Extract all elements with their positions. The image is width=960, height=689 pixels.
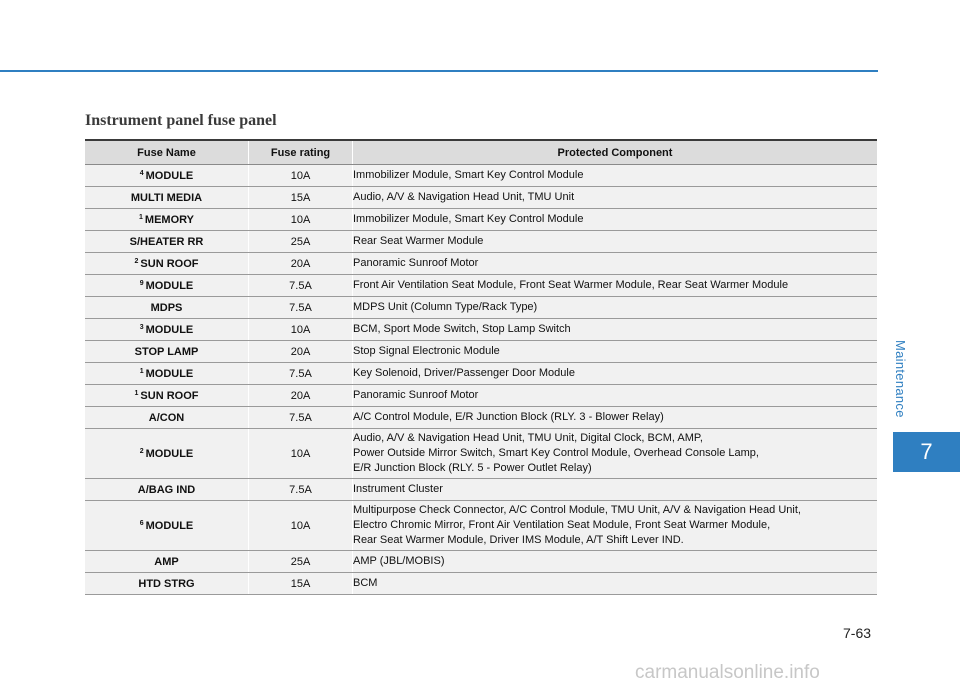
table-row bbox=[85, 363, 877, 385]
protected-component-cell bbox=[353, 231, 878, 253]
table-row bbox=[85, 297, 877, 319]
fuse-rating-cell: 15A bbox=[249, 573, 353, 595]
table-row bbox=[85, 573, 877, 595]
fuse-name-text: A/CON bbox=[148, 411, 185, 424]
component-line: Audio, A/V & Navigation Head Unit, TMU Unit, Digital Clock, BCM, AMP, bbox=[353, 432, 703, 444]
table-header-row bbox=[85, 140, 877, 165]
component-line: Multipurpose Check Connector, A/C Control Module, TMU Unit, A/V & Navigation Head Unit, bbox=[353, 504, 801, 516]
fuse-number-marker: 2 bbox=[139, 447, 144, 455]
component-line: Audio, A/V & Navigation Head Unit, TMU Unit bbox=[353, 191, 575, 203]
component-line: AMP (JBL/MOBIS) bbox=[353, 555, 445, 567]
fuse-table bbox=[85, 139, 877, 595]
watermark: carmanualsonline.info bbox=[635, 662, 820, 683]
fuse-name-cell bbox=[85, 385, 249, 407]
protected-component-cell bbox=[353, 165, 878, 187]
fuse-rating-cell: 15A bbox=[249, 187, 353, 209]
table-row bbox=[85, 253, 877, 275]
fuse-name-text: MULTI MEDIA bbox=[130, 191, 203, 204]
table-row bbox=[85, 231, 877, 253]
component-line: Immobilizer Module, Smart Key Control Module bbox=[353, 169, 584, 181]
protected-component-cell bbox=[353, 363, 878, 385]
fuse-name-cell bbox=[85, 363, 249, 385]
component-line: Panoramic Sunroof Motor bbox=[353, 389, 479, 401]
fuse-name-text: AMP bbox=[154, 555, 179, 568]
fuse-rating-cell: 7.5A bbox=[249, 297, 353, 319]
fuse-name-cell bbox=[85, 407, 249, 429]
fuse-number-marker: 1 bbox=[139, 213, 143, 221]
protected-component-cell bbox=[353, 551, 878, 573]
component-line: BCM, Sport Mode Switch, Stop Lamp Switch bbox=[353, 323, 571, 335]
fuse-rating-cell: 7.5A bbox=[249, 363, 353, 385]
section-title: Instrument panel fuse panel bbox=[85, 112, 277, 129]
fuse-name-text: MODULE bbox=[145, 519, 194, 532]
fuse-rating-cell: 10A bbox=[249, 209, 353, 231]
fuse-rating-cell: 10A bbox=[249, 165, 353, 187]
fuse-name-text: MODULE bbox=[145, 367, 194, 380]
fuse-name-cell bbox=[85, 341, 249, 363]
fuse-name-text: MODULE bbox=[145, 169, 194, 182]
fuse-number-marker: 4 bbox=[139, 169, 144, 177]
fuse-number-marker: 3 bbox=[139, 323, 144, 331]
protected-component-cell bbox=[353, 385, 878, 407]
component-line: Power Outside Mirror Switch, Smart Key Control Module, Overhead Console Lamp, bbox=[353, 447, 759, 459]
table-row bbox=[85, 429, 877, 479]
component-line: Front Air Ventilation Seat Module, Front Seat Warmer Module, Rear Seat Warmer Module bbox=[353, 279, 789, 291]
header-fuse-name: Fuse Name bbox=[85, 140, 249, 165]
fuse-number-marker: 2 bbox=[134, 257, 139, 265]
fuse-name-cell bbox=[85, 253, 249, 275]
protected-component-cell bbox=[353, 187, 878, 209]
table-row bbox=[85, 209, 877, 231]
protected-component-cell bbox=[353, 479, 878, 501]
fuse-name-text: SUN ROOF bbox=[140, 389, 199, 402]
fuse-name-text: S/HEATER RR bbox=[129, 235, 204, 248]
fuse-rating-cell: 10A bbox=[249, 501, 353, 551]
fuse-rating-cell: 7.5A bbox=[249, 275, 353, 297]
table-row bbox=[85, 319, 877, 341]
fuse-rating-cell: 25A bbox=[249, 551, 353, 573]
fuse-name-cell bbox=[85, 573, 249, 595]
fuse-number-marker: 1 bbox=[139, 367, 144, 375]
fuse-name-cell bbox=[85, 187, 249, 209]
fuse-name-cell bbox=[85, 501, 249, 551]
table-row bbox=[85, 385, 877, 407]
fuse-name-cell bbox=[85, 297, 249, 319]
component-line: Key Solenoid, Driver/Passenger Door Module bbox=[353, 367, 575, 379]
component-line: A/C Control Module, E/R Junction Block (RLY. 3 - Blower Relay) bbox=[353, 411, 664, 423]
fuse-number-marker: 1 bbox=[134, 389, 139, 397]
fuse-name-text: MODULE bbox=[145, 279, 194, 292]
component-line: Panoramic Sunroof Motor bbox=[353, 257, 479, 269]
fuse-rating-cell: 20A bbox=[249, 341, 353, 363]
component-line: Stop Signal Electronic Module bbox=[353, 345, 500, 357]
maintenance-section-label: Maintenance bbox=[893, 340, 908, 418]
table-row bbox=[85, 341, 877, 363]
fuse-number-marker: 6 bbox=[139, 519, 144, 527]
component-line: MDPS Unit (Column Type/Rack Type) bbox=[353, 301, 538, 313]
table-row bbox=[85, 407, 877, 429]
component-line: E/R Junction Block (RLY. 5 - Power Outlet Relay) bbox=[353, 462, 592, 474]
fuse-name-text: SUN ROOF bbox=[140, 257, 199, 270]
protected-component-cell bbox=[353, 209, 878, 231]
component-line: Immobilizer Module, Smart Key Control Module bbox=[353, 213, 584, 225]
component-line: Instrument Cluster bbox=[353, 483, 443, 495]
fuse-name-cell bbox=[85, 319, 249, 341]
fuse-name-text: STOP LAMP bbox=[134, 345, 199, 358]
table-row bbox=[85, 187, 877, 209]
table-row bbox=[85, 501, 877, 551]
page-number: 7-63 bbox=[843, 625, 872, 641]
fuse-table-body bbox=[85, 165, 877, 595]
fuse-number-marker: 9 bbox=[139, 279, 144, 287]
fuse-name-text: HTD STRG bbox=[138, 577, 195, 590]
fuse-name-cell bbox=[85, 479, 249, 501]
fuse-name-cell bbox=[85, 165, 249, 187]
header-protected-component: Protected Component bbox=[353, 140, 878, 165]
top-divider-line bbox=[0, 70, 878, 72]
fuse-name-cell bbox=[85, 551, 249, 573]
table-row bbox=[85, 479, 877, 501]
component-line: Rear Seat Warmer Module bbox=[353, 235, 484, 247]
fuse-name-text: MEMORY bbox=[144, 213, 194, 226]
component-line: Electro Chromic Mirror, Front Air Ventilation Seat Module, Front Seat Warmer Module, bbox=[353, 519, 771, 531]
fuse-rating-cell: 7.5A bbox=[249, 407, 353, 429]
protected-component-cell bbox=[353, 341, 878, 363]
fuse-name-text: MDPS bbox=[150, 301, 183, 314]
header-fuse-rating: Fuse rating bbox=[249, 140, 353, 165]
fuse-name-text: A/BAG IND bbox=[137, 483, 196, 496]
protected-component-cell bbox=[353, 501, 878, 551]
protected-component-cell bbox=[353, 407, 878, 429]
fuse-rating-cell: 10A bbox=[249, 429, 353, 479]
protected-component-cell bbox=[353, 253, 878, 275]
fuse-name-cell bbox=[85, 275, 249, 297]
component-line: Rear Seat Warmer Module, Driver IMS Module, A/T Shift Lever IND. bbox=[353, 534, 684, 546]
fuse-name-cell bbox=[85, 231, 249, 253]
fuse-rating-cell: 20A bbox=[249, 385, 353, 407]
protected-component-cell bbox=[353, 429, 878, 479]
table-row bbox=[85, 551, 877, 573]
protected-component-cell bbox=[353, 297, 878, 319]
fuse-name-text: MODULE bbox=[145, 447, 194, 460]
protected-component-cell bbox=[353, 275, 878, 297]
fuse-rating-cell: 10A bbox=[249, 319, 353, 341]
fuse-name-cell bbox=[85, 429, 249, 479]
chapter-number-tab: 7 bbox=[893, 432, 960, 472]
fuse-name-cell bbox=[85, 209, 249, 231]
component-line: BCM bbox=[353, 577, 378, 589]
fuse-rating-cell: 25A bbox=[249, 231, 353, 253]
protected-component-cell bbox=[353, 319, 878, 341]
protected-component-cell bbox=[353, 573, 878, 595]
fuse-rating-cell: 7.5A bbox=[249, 479, 353, 501]
fuse-name-text: MODULE bbox=[145, 323, 194, 336]
table-row bbox=[85, 275, 877, 297]
table-row bbox=[85, 165, 877, 187]
fuse-rating-cell: 20A bbox=[249, 253, 353, 275]
